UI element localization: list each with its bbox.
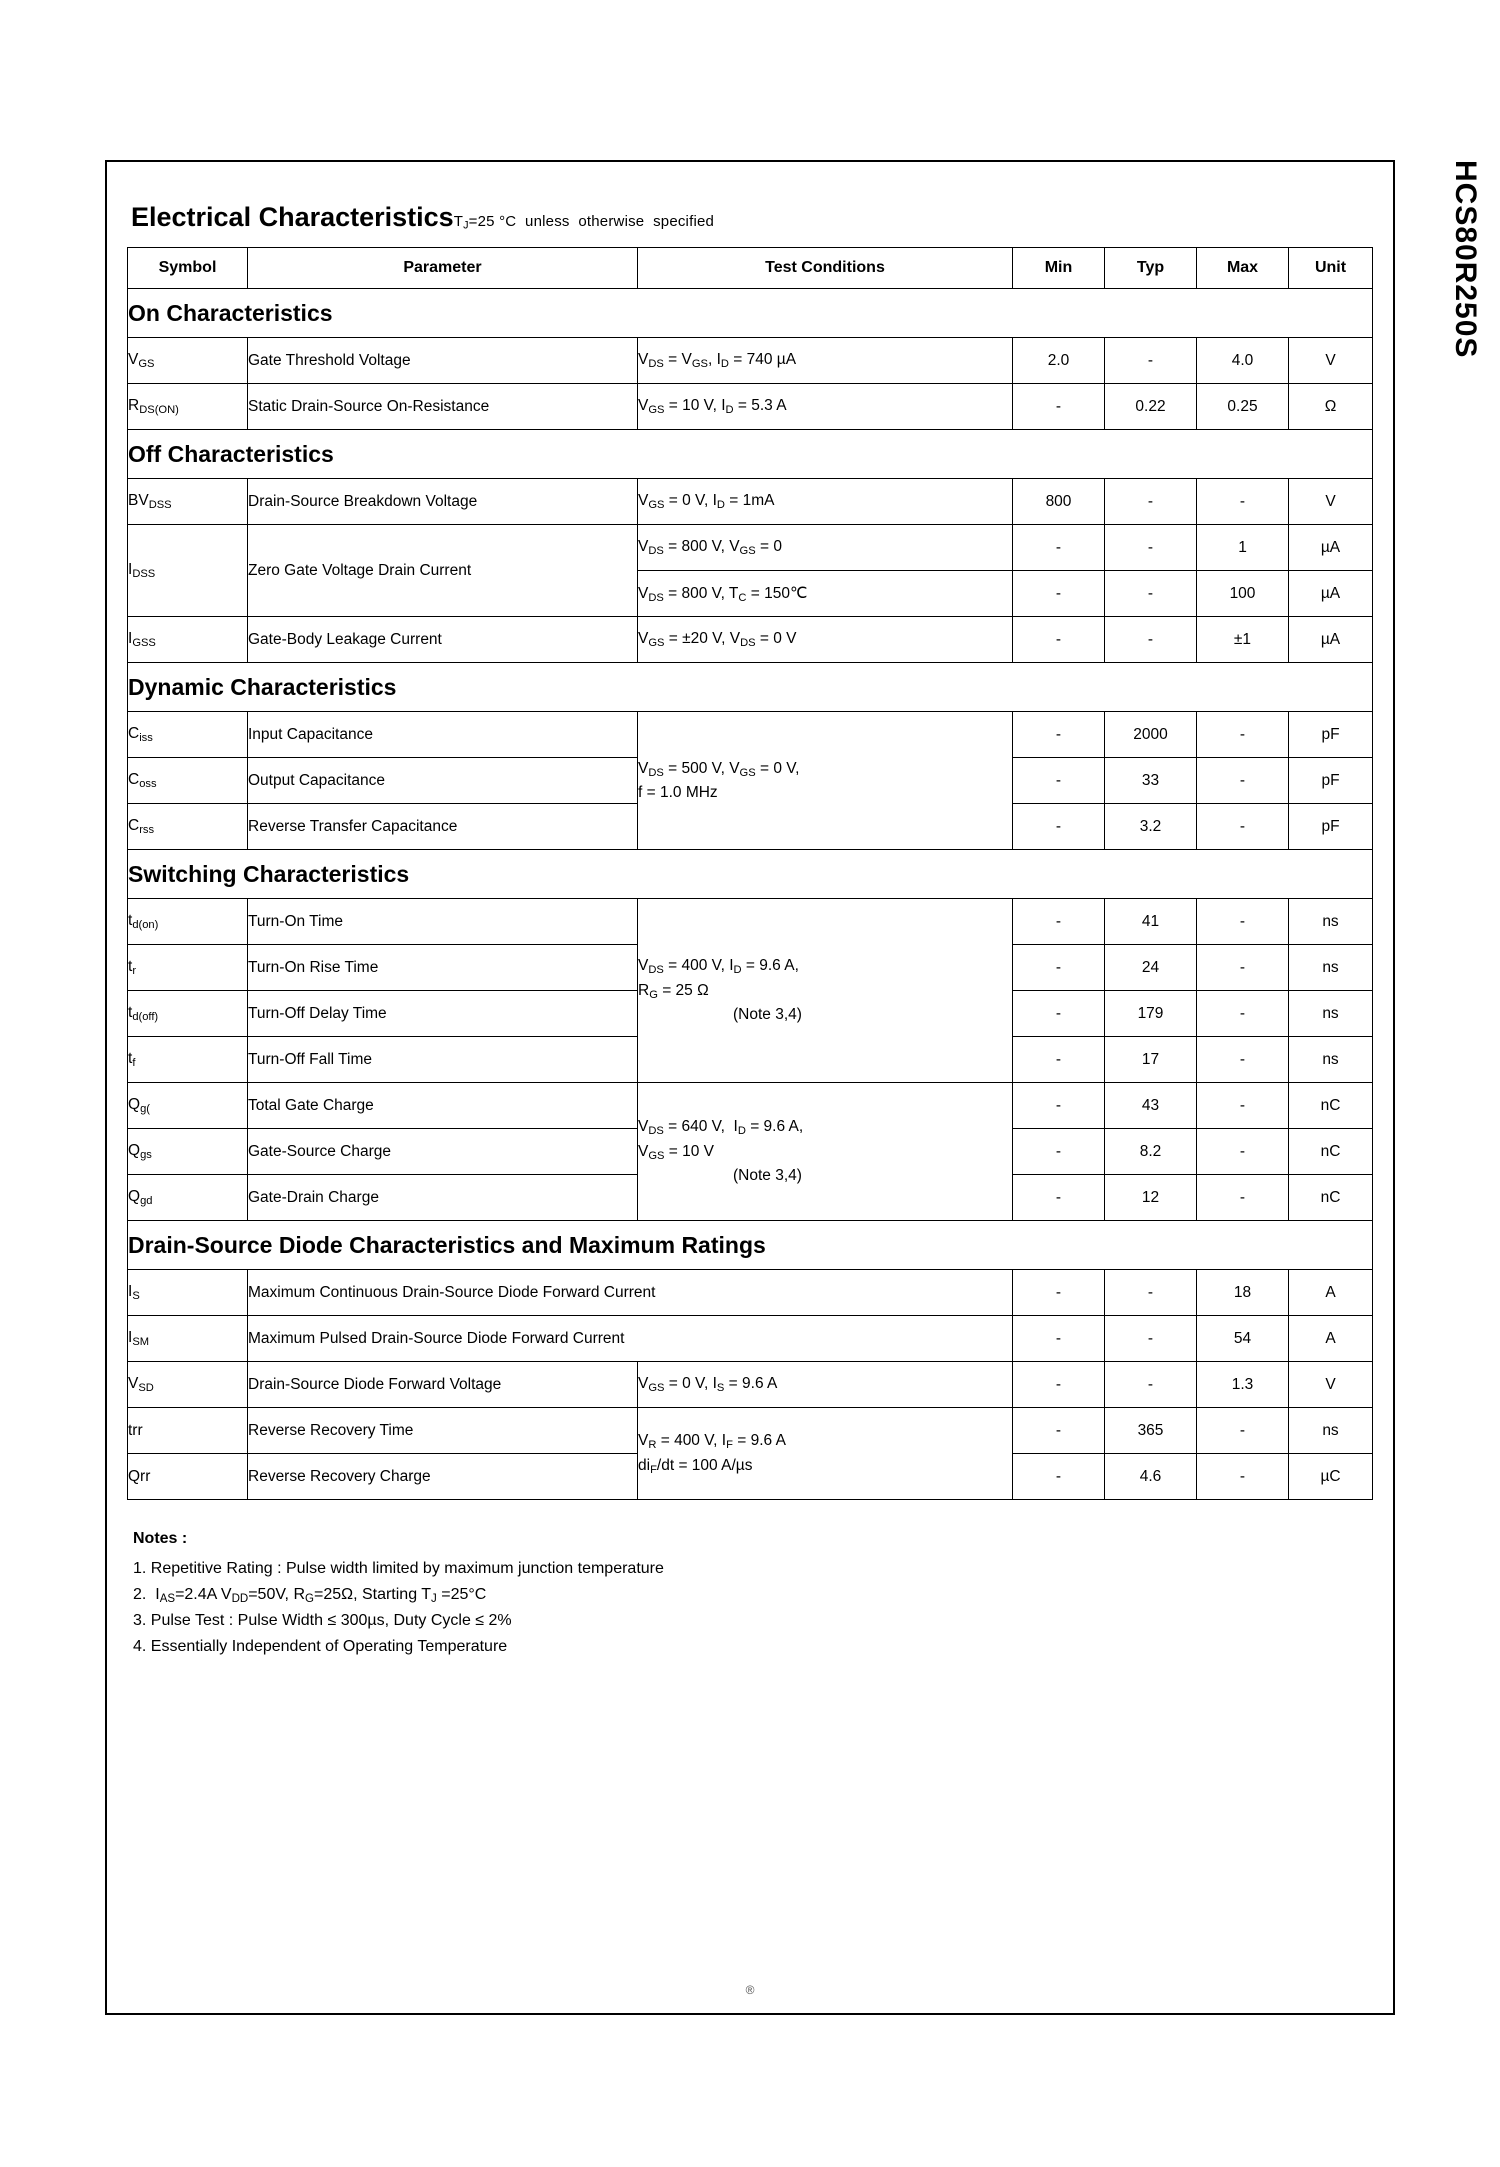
row-unit: pF xyxy=(1289,712,1373,758)
row-symbol: $Q_{gd}$ xyxy=(128,1175,248,1221)
row-typ: 43 xyxy=(1105,1083,1197,1129)
row-parameter: Gate-Drain Charge xyxy=(248,1175,638,1221)
row-typ: 41 xyxy=(1105,899,1197,945)
row-typ: - xyxy=(1105,338,1197,384)
group-title-diode: Drain-Source Diode Characteristics and Maximum Ratings xyxy=(128,1221,1373,1270)
row-symbol: $t_r$ xyxy=(128,945,248,991)
row-condition: $V_R = 400$ V, $I_F = 9.6$ A $di_F/dt = 100$ A/µs xyxy=(638,1408,1013,1500)
page-title: Electrical Characteristics xyxy=(131,202,454,232)
note-item: 4. Essentially Independent of Operating Temperature xyxy=(133,1638,508,1656)
row-max: 4.0 xyxy=(1197,338,1289,384)
row-parameter: Reverse Transfer Capacitance xyxy=(248,804,638,850)
row-min: - xyxy=(1013,1316,1105,1362)
row-unit: µC xyxy=(1289,1454,1373,1500)
row-max: - xyxy=(1197,991,1289,1037)
row-symbol: $BV_{DSS}$ xyxy=(128,479,248,525)
row-typ: - xyxy=(1105,1270,1197,1316)
group-title-off: Off Characteristics xyxy=(128,430,1373,479)
row-condition: $V_{DS} = 500$ V, $V_{GS} = 0$ V, f = 1.0 MHz xyxy=(638,712,1013,850)
row-symbol: $t_{d(on)}$ xyxy=(128,899,248,945)
row-parameter: Gate Threshold Voltage xyxy=(248,338,638,384)
table-row xyxy=(128,1316,1373,1362)
row-condition: $V_{DS} = 400$ V, $I_D = 9.6$ A, $R_G = 25$ Ω (Note 3,4) xyxy=(638,899,1013,1083)
row-symbol: $t_{d(off)}$ xyxy=(128,991,248,1037)
row-condition-note: (Note 3,4) xyxy=(733,1006,802,1024)
notes-section xyxy=(133,1526,1377,1660)
row-parameter: Reverse Recovery Charge xyxy=(248,1454,638,1500)
row-symbol: $Q_{gs}$ xyxy=(128,1129,248,1175)
table-row xyxy=(128,525,1373,571)
row-unit: µA xyxy=(1289,525,1373,571)
row-typ: 24 xyxy=(1105,945,1197,991)
table-header-row xyxy=(128,248,1373,289)
row-max: - xyxy=(1197,899,1289,945)
row-symbol: $C_{oss}$ xyxy=(128,758,248,804)
row-typ: - xyxy=(1105,571,1197,617)
row-symbol: $V_{SD}$ xyxy=(128,1362,248,1408)
row-symbol: $I_S$ xyxy=(128,1270,248,1316)
row-min: - xyxy=(1013,1175,1105,1221)
row-unit: pF xyxy=(1289,804,1373,850)
row-parameter: Turn-On Rise Time xyxy=(248,945,638,991)
note-item: 1. Repetitive Rating : Pulse width limited by maximum junction temperature xyxy=(133,1559,664,1577)
row-max: - xyxy=(1197,804,1289,850)
row-symbol: $t_f$ xyxy=(128,1037,248,1083)
group-title-on: On Characteristics xyxy=(128,289,1373,338)
row-unit: nC xyxy=(1289,1175,1373,1221)
row-min: 2.0 xyxy=(1013,338,1105,384)
row-min: - xyxy=(1013,384,1105,430)
row-parameter: Reverse Recovery Time xyxy=(248,1408,638,1454)
row-symbol: $C_{iss}$ xyxy=(128,712,248,758)
row-symbol: $I_{GSS}$ xyxy=(128,617,248,663)
row-symbol: $Q_{g(}$ xyxy=(128,1083,248,1129)
row-min: - xyxy=(1013,1362,1105,1408)
row-min: - xyxy=(1013,525,1105,571)
row-typ: - xyxy=(1105,1362,1197,1408)
col-test-conditions: Test Conditions xyxy=(638,248,1013,289)
row-parameter: Maximum Continuous Drain-Source Diode Forward Current xyxy=(248,1270,1013,1316)
row-min: - xyxy=(1013,1454,1105,1500)
row-unit: V xyxy=(1289,1362,1373,1408)
row-parameter: Turn-On Time xyxy=(248,899,638,945)
row-max: - xyxy=(1197,758,1289,804)
row-parameter: Gate-Body Leakage Current xyxy=(248,617,638,663)
row-unit: ns xyxy=(1289,945,1373,991)
row-typ: 179 xyxy=(1105,991,1197,1037)
row-max: - xyxy=(1197,1408,1289,1454)
row-unit: V xyxy=(1289,479,1373,525)
row-max: - xyxy=(1197,945,1289,991)
row-unit: V xyxy=(1289,338,1373,384)
table-row xyxy=(128,479,1373,525)
row-max: 1.3 xyxy=(1197,1362,1289,1408)
row-parameter: Input Capacitance xyxy=(248,712,638,758)
page-title-subtext: $T_J=25$ °C unless otherwise specified xyxy=(453,213,715,232)
page-content xyxy=(127,202,1377,1660)
row-unit: Ω xyxy=(1289,384,1373,430)
table-row xyxy=(128,1408,1373,1454)
table-row xyxy=(128,712,1373,758)
row-parameter: Turn-Off Delay Time xyxy=(248,991,638,1037)
row-symbol: $I_{SM}$ xyxy=(128,1316,248,1362)
row-max: 1 xyxy=(1197,525,1289,571)
group-header-row xyxy=(128,430,1373,479)
group-header-row xyxy=(128,1221,1373,1270)
row-parameter: Gate-Source Charge xyxy=(248,1129,638,1175)
row-min: - xyxy=(1013,617,1105,663)
row-condition: $V_{GS} = \pm 20$ V, $V_{DS} = 0$ V xyxy=(638,617,1013,663)
table-row xyxy=(128,899,1373,945)
row-min: - xyxy=(1013,758,1105,804)
row-symbol: $I_{DSS}$ xyxy=(128,525,248,617)
row-max: - xyxy=(1197,1129,1289,1175)
row-unit: A xyxy=(1289,1270,1373,1316)
row-max: - xyxy=(1197,712,1289,758)
row-condition: $V_{DS} = V_{GS}$, $I_D = 740$ µA xyxy=(638,338,1013,384)
row-typ: - xyxy=(1105,1316,1197,1362)
col-unit: Unit xyxy=(1289,248,1373,289)
electrical-characteristics-table xyxy=(127,247,1373,1500)
row-typ: - xyxy=(1105,525,1197,571)
col-min: Min xyxy=(1013,248,1105,289)
row-typ: 12 xyxy=(1105,1175,1197,1221)
row-parameter: Turn-Off Fall Time xyxy=(248,1037,638,1083)
row-unit: ns xyxy=(1289,1408,1373,1454)
row-max: ±1 xyxy=(1197,617,1289,663)
row-max: - xyxy=(1197,479,1289,525)
row-unit: A xyxy=(1289,1316,1373,1362)
row-min: - xyxy=(1013,804,1105,850)
row-max: 0.25 xyxy=(1197,384,1289,430)
row-unit: nC xyxy=(1289,1129,1373,1175)
row-typ: - xyxy=(1105,617,1197,663)
row-max: 54 xyxy=(1197,1316,1289,1362)
col-typ: Typ xyxy=(1105,248,1197,289)
row-parameter: Zero Gate Voltage Drain Current xyxy=(248,525,638,617)
row-min: - xyxy=(1013,991,1105,1037)
section-heading xyxy=(127,202,1377,247)
row-parameter: Total Gate Charge xyxy=(248,1083,638,1129)
row-max: 100 xyxy=(1197,571,1289,617)
row-condition: $V_{DS} = 800$ V, $V_{GS} = 0$ xyxy=(638,525,1013,571)
table-row xyxy=(128,1270,1373,1316)
table-row xyxy=(128,338,1373,384)
row-typ: 8.2 xyxy=(1105,1129,1197,1175)
row-parameter: Drain-Source Diode Forward Voltage xyxy=(248,1362,638,1408)
row-min: - xyxy=(1013,1270,1105,1316)
row-condition: $V_{DS} = 800$ V, $T_C$ = 150℃ xyxy=(638,571,1013,617)
row-typ: 33 xyxy=(1105,758,1197,804)
row-max: - xyxy=(1197,1037,1289,1083)
row-condition: $V_{GS} = 0$ V, $I_D = 1mA$ xyxy=(638,479,1013,525)
row-typ: 0.22 xyxy=(1105,384,1197,430)
row-symbol: $V_{GS}$ xyxy=(128,338,248,384)
row-min: - xyxy=(1013,945,1105,991)
group-title-switching: Switching Characteristics xyxy=(128,850,1373,899)
row-condition: $V_{GS} = 0$ V, $I_S = 9.6$ A xyxy=(638,1362,1013,1408)
row-parameter: Static Drain-Source On-Resistance xyxy=(248,384,638,430)
row-condition-note: (Note 3,4) xyxy=(733,1167,802,1185)
row-unit: pF xyxy=(1289,758,1373,804)
row-condition: $V_{DS} = 640$ V, $I_D = 9.6$ A, $V_{GS} = 10$ V (Note 3,4) xyxy=(638,1083,1013,1221)
row-typ: 4.6 xyxy=(1105,1454,1197,1500)
row-condition: $V_{GS} = 10$ V, $I_D = 5.3$ A xyxy=(638,384,1013,430)
part-number-side-title: HCS80R250S xyxy=(1449,160,1482,359)
row-symbol: $R_{DS(ON)}$ xyxy=(128,384,248,430)
note-item: 2. $I_{AS}=2.4A$ $V_{DD}=50V$, $R_G=25\Omega$, Starting $T_J =25^\circ C$ xyxy=(133,1585,487,1605)
row-typ: 365 xyxy=(1105,1408,1197,1454)
col-symbol: Symbol xyxy=(128,248,248,289)
row-max: 18 xyxy=(1197,1270,1289,1316)
row-unit: ns xyxy=(1289,1037,1373,1083)
row-min: - xyxy=(1013,1408,1105,1454)
row-min: - xyxy=(1013,1083,1105,1129)
row-parameter: Output Capacitance xyxy=(248,758,638,804)
table-row xyxy=(128,617,1373,663)
col-parameter: Parameter xyxy=(248,248,638,289)
table-body xyxy=(128,289,1373,1500)
row-max: - xyxy=(1197,1175,1289,1221)
row-unit: nC xyxy=(1289,1083,1373,1129)
row-symbol: $C_{rss}$ xyxy=(128,804,248,850)
row-unit: ns xyxy=(1289,899,1373,945)
row-unit: ns xyxy=(1289,991,1373,1037)
table-header xyxy=(128,248,1373,289)
registered-mark-icon: ® xyxy=(745,1983,755,1997)
table-row xyxy=(128,1083,1373,1129)
row-typ: - xyxy=(1105,479,1197,525)
row-min: - xyxy=(1013,1037,1105,1083)
row-parameter: Maximum Pulsed Drain-Source Diode Forward Current xyxy=(248,1316,1013,1362)
note-item: 3. Pulse Test : Pulse Width ≤ 300µs, Duty Cycle ≤ 2% xyxy=(133,1612,512,1630)
row-max: - xyxy=(1197,1083,1289,1129)
row-typ: 3.2 xyxy=(1105,804,1197,850)
table-row xyxy=(128,384,1373,430)
row-symbol: Qrr xyxy=(128,1454,248,1500)
row-min: - xyxy=(1013,571,1105,617)
col-max: Max xyxy=(1197,248,1289,289)
row-unit: µA xyxy=(1289,571,1373,617)
row-min: 800 xyxy=(1013,479,1105,525)
row-parameter: Drain-Source Breakdown Voltage xyxy=(248,479,638,525)
datasheet-page xyxy=(105,160,1395,2015)
row-typ: 17 xyxy=(1105,1037,1197,1083)
notes-header: Notes : xyxy=(133,1530,188,1547)
row-symbol: trr xyxy=(128,1408,248,1454)
row-typ: 2000 xyxy=(1105,712,1197,758)
row-unit: µA xyxy=(1289,617,1373,663)
group-header-row xyxy=(128,850,1373,899)
row-min: - xyxy=(1013,1129,1105,1175)
table-row xyxy=(128,1362,1373,1408)
row-max: - xyxy=(1197,1454,1289,1500)
row-min: - xyxy=(1013,899,1105,945)
group-title-dynamic: Dynamic Characteristics xyxy=(128,663,1373,712)
group-header-row xyxy=(128,289,1373,338)
group-header-row xyxy=(128,663,1373,712)
row-min: - xyxy=(1013,712,1105,758)
